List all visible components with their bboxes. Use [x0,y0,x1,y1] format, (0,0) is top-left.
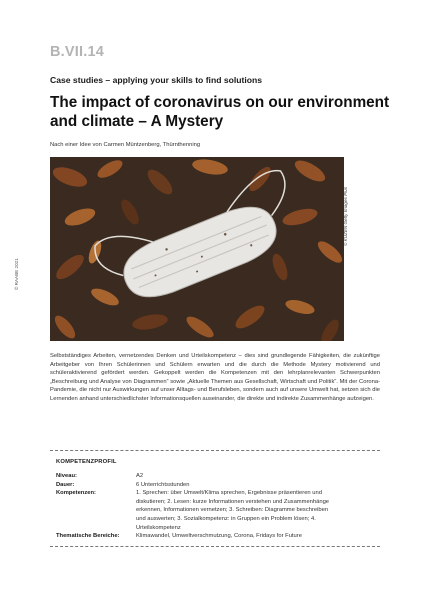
page-title: The impact of coronavirus on our environment and climate – A Mystery [50,94,390,130]
unit-code: B.VII.14 [50,44,104,60]
divider-bottom [50,546,380,547]
row-label: Thematische Bereiche: [56,533,120,540]
divider-top [50,450,380,451]
author-line: Nach einer Idee von Carmen Müntzenberg, Thürnthenning [50,142,201,148]
profile-row-level [56,472,380,481]
intro-paragraph: Selbstständiges Arbeiten, vernetzendes Denken und Urteilskompetenz – dies sind grundlegende Fähigkeiten, die zukünftige Arbeitgeber von Ihren Schülerinnen und Schülern erwarten und die durch die Methode Mystery motivierend und schüleraktivierend gefördert werden. Gekoppelt werden die Kompetenzen mit den lehrplanrelevanten Schwerpunkten „Beschreibung und Analyse von Diagrammen“ sowie „Aktuelle Themen aus Gesellschaft, Wirtschaft und Politik“. Mit der Corona-Pandemie, die nicht nur Auswirkungen auf unser Alltags- und Berufsleben, sondern auch auf unsere Umwelt hat, setzen sich die Lernenden anhand unterschiedlichster Informationsquellen auseinander, die direkte und indirekte Zusammenhänge aufzeigen. [50,353,380,402]
row-label: Dauer: [56,481,75,488]
photo-face-mask-on-leaves [50,157,344,341]
profile-row-competences [56,489,380,532]
row-label: Kompetenzen: [56,490,96,497]
competence-profile [50,450,380,547]
subtitle: Case studies – applying your skills to find solutions [50,75,263,85]
row-value: 1. Sprechen: über Umwelt/Klima sprechen, Ergebnisse präsentieren und diskutieren; 2. Lesen: kurze Informationen verstehen und Zusammenhänge erkennen, Informationen vernetzen; 3. Schreiben: Diagramme beschreiben und auswerten; 3. Sozialkompetenz: in Gruppen ein Problem lösen; 4. Urteilskompetenz [136,490,330,531]
row-value: Klimawandel, Umweltverschmutzung, Corona, Fridays for Future [136,533,302,540]
row-value: 6 Unterrichtsstunden [136,481,190,488]
profile-row-topics [56,532,380,541]
copyright-note: © RAABE 2021 [14,258,19,290]
profile-heading: KOMPETENZPROFIL [56,459,117,465]
profile-row-duration [56,481,380,490]
row-value: A2 [136,473,144,479]
photo-credit: © KUZEN Getty Images Plus [343,186,348,246]
row-label: Niveau: [56,473,77,479]
